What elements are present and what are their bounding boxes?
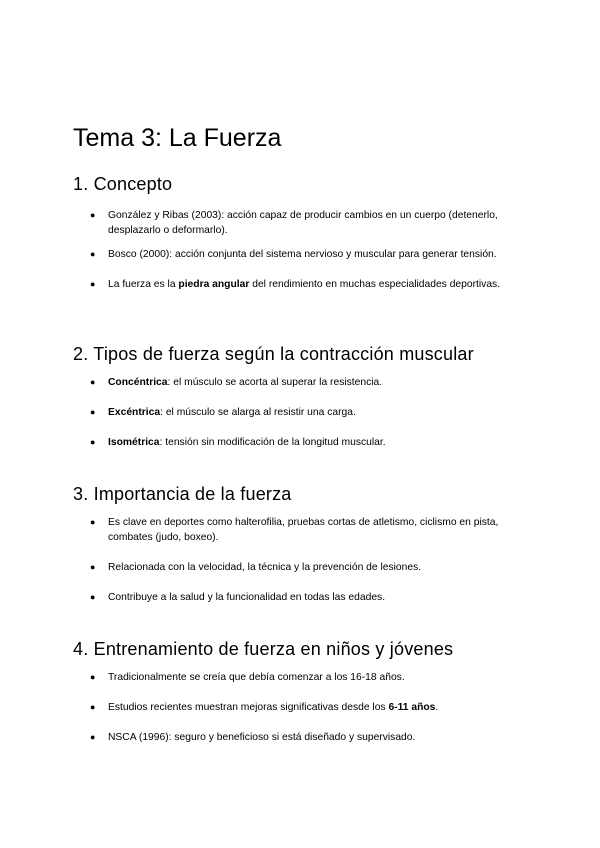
bullet-icon: ●	[90, 732, 96, 742]
section-3-importancia-de-la-fuerza	[73, 482, 533, 603]
item-text: Relacionada con la velocidad, la técnica y la prevención de lesiones.	[108, 562, 422, 573]
item-text: Estudios recientes muestran mejoras significativas desde los	[108, 702, 389, 713]
item-text: González y Ribas (2003): acción capaz de producir cambios en un cuerpo (detenerlo, desplazarlo o deformarlo).	[108, 210, 498, 236]
bullet-icon: ●	[90, 672, 96, 682]
list-item	[73, 405, 533, 420]
list-item	[73, 375, 533, 390]
bold-text: piedra angular	[178, 279, 250, 290]
item-text: del rendimiento en muchas especialidades deportivas.	[249, 279, 501, 290]
list-item	[73, 560, 533, 575]
item-text: Es clave en deportes como halterofilia, pruebas cortas de atletismo, ciclismo en pista, combates (judo, boxeo).	[108, 517, 499, 543]
list-item	[73, 515, 533, 545]
bold-text: 6-11 años	[388, 702, 436, 713]
bold-text: Concéntrica	[108, 377, 168, 388]
bullet-icon: ●	[90, 249, 96, 259]
bold-text: Excéntrica	[108, 407, 161, 418]
list-item	[73, 590, 533, 605]
list-item	[73, 435, 533, 450]
item-text: : tensión sin modificación de la longitud muscular.	[159, 437, 386, 448]
section-heading: 1. Concepto	[73, 174, 173, 194]
bullet-icon: ●	[90, 592, 96, 602]
document-title: Tema 3: La Fuerza	[73, 124, 282, 152]
bullet-icon: ●	[90, 702, 96, 712]
section-1-concepto	[73, 172, 533, 290]
bold-text: Isométrica	[108, 437, 160, 448]
section-2-tipos-de-fuerza-segun-la-contraccion-muscular	[73, 342, 533, 448]
bullet-icon: ●	[90, 279, 96, 289]
item-text: Tradicionalmente se creía que debía comenzar a los 16-18 años.	[108, 672, 405, 683]
list-item	[73, 277, 533, 292]
list-item	[73, 700, 533, 715]
item-text: NSCA (1996): seguro y beneficioso si está diseñado y supervisado.	[108, 732, 416, 743]
item-text: La fuerza es la	[108, 279, 179, 290]
item-text: .	[435, 702, 439, 713]
item-text: Contribuye a la salud y la funcionalidad en todas las edades.	[108, 592, 386, 603]
item-text: : el músculo se acorta al superar la resistencia.	[167, 377, 383, 388]
section-heading: 4. Entrenamiento de fuerza en niños y jóvenes	[73, 639, 454, 659]
bullet-icon: ●	[90, 437, 96, 447]
bullet-icon: ●	[90, 517, 96, 527]
section-4-entrenamiento-de-fuerza-en-ninos-y-jovenes	[73, 637, 533, 743]
bullet-icon: ●	[90, 377, 96, 387]
section-heading: 3. Importancia de la fuerza	[73, 484, 292, 504]
section-heading: 2. Tipos de fuerza según la contracción muscular	[73, 344, 474, 364]
item-text: : el músculo se alarga al resistir una carga.	[160, 407, 356, 418]
list-item	[73, 730, 533, 745]
bullet-icon: ●	[90, 407, 96, 417]
bullet-icon: ●	[90, 210, 96, 220]
list-item	[73, 247, 533, 262]
list-item	[73, 208, 533, 238]
list-item	[73, 670, 533, 685]
bullet-icon: ●	[90, 562, 96, 572]
item-text: Bosco (2000): acción conjunta del sistema nervioso y muscular para generar tensión.	[108, 249, 497, 260]
